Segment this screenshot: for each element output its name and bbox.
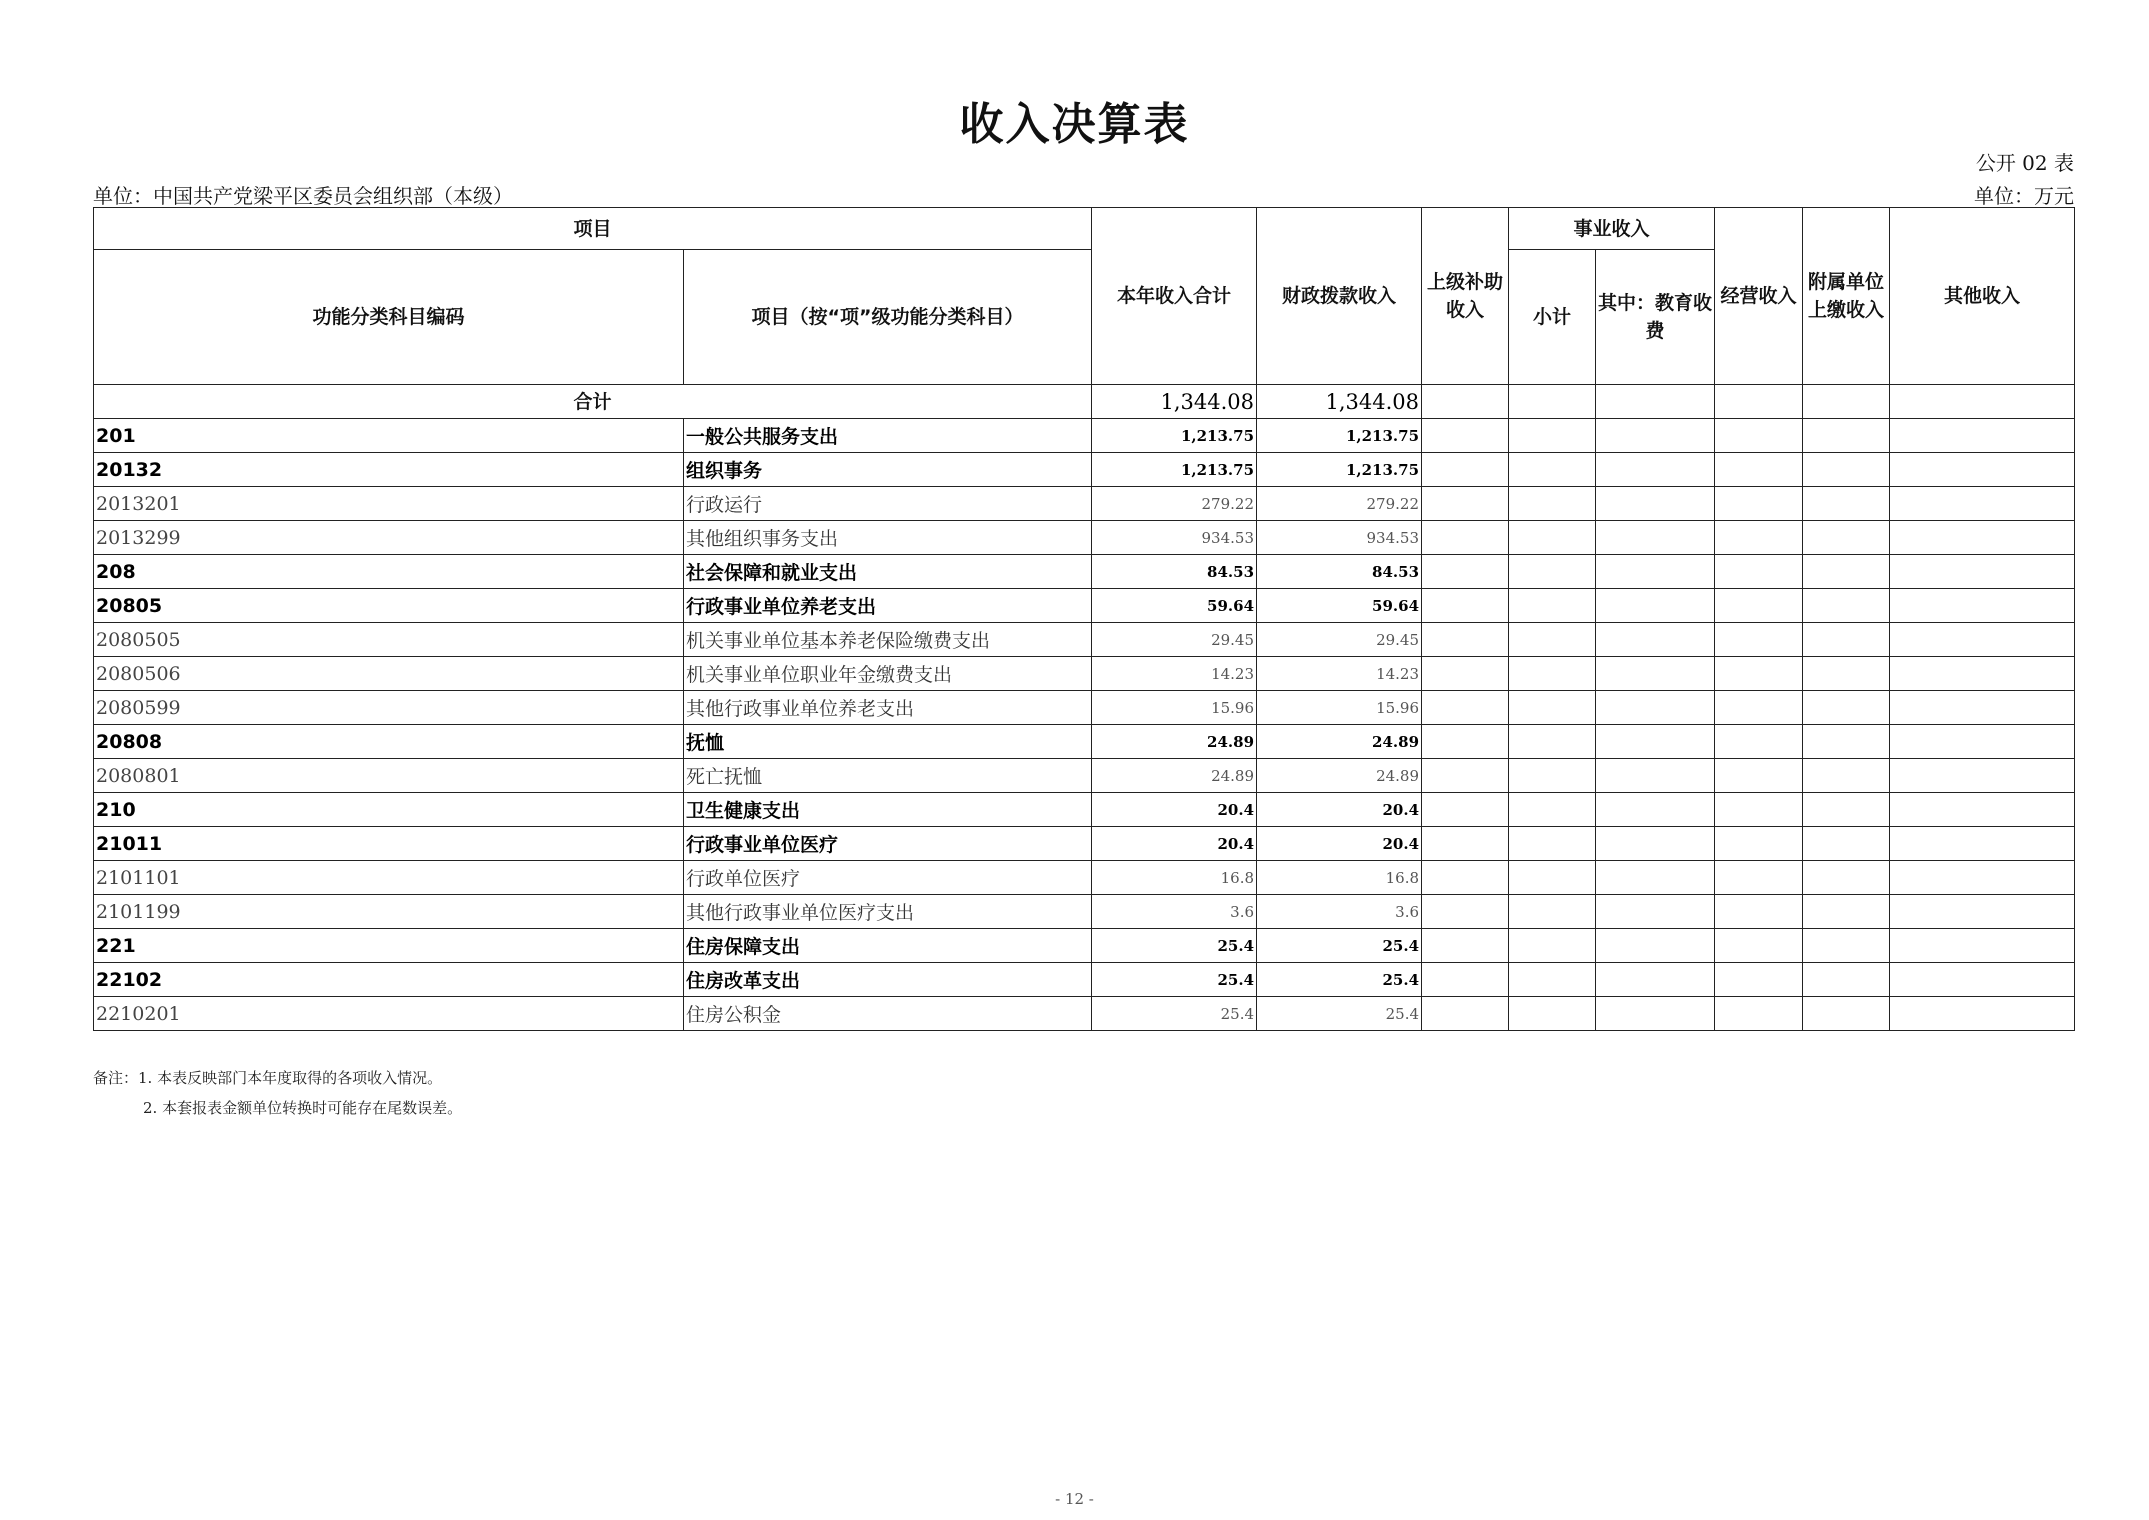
table-row (94, 521, 2075, 555)
header-operating: 经营收入 (1715, 208, 1803, 385)
row-year-total: 29.45 (1092, 623, 1257, 657)
form-number: 公开 02 表 (1975, 151, 2074, 175)
row-name: 一般公共服务支出 (684, 419, 1092, 453)
header-affiliated: 附属单位上缴收入 (1803, 208, 1890, 385)
empty-cell (1422, 997, 1509, 1031)
row-code: 210 (94, 793, 684, 827)
empty-cell (1715, 963, 1803, 997)
row-code: 2080506 (94, 657, 684, 691)
empty-cell (1509, 589, 1596, 623)
row-name: 住房改革支出 (684, 963, 1092, 997)
total-year-total: 1,344.08 (1092, 385, 1257, 419)
row-year-total: 59.64 (1092, 589, 1257, 623)
empty-cell (1596, 691, 1715, 725)
empty-cell (1715, 691, 1803, 725)
total-fiscal: 1,344.08 (1257, 385, 1422, 419)
empty-cell (1803, 521, 1890, 555)
row-name: 行政事业单位医疗 (684, 827, 1092, 861)
income-table (93, 207, 2075, 1031)
table-row (94, 453, 2075, 487)
empty-cell (1715, 555, 1803, 589)
empty-cell (1422, 861, 1509, 895)
table-row (94, 657, 2075, 691)
empty-cell (1422, 419, 1509, 453)
empty-cell (1509, 793, 1596, 827)
page-title: 收入决算表 (959, 99, 1190, 150)
row-code: 2210201 (94, 997, 684, 1031)
empty-cell (1890, 555, 2075, 589)
empty-cell (1715, 827, 1803, 861)
header-project-name: 项目（按“项”级功能分类科目） (684, 250, 1092, 385)
empty-cell (1803, 827, 1890, 861)
empty-cell (1803, 487, 1890, 521)
header-business-income: 事业收入 (1509, 208, 1715, 250)
empty-cell (1715, 929, 1803, 963)
row-code: 208 (94, 555, 684, 589)
empty-cell (1596, 861, 1715, 895)
row-name: 机关事业单位职业年金缴费支出 (684, 657, 1092, 691)
note-1: 备注：1. 本表反映部门本年度取得的各项收入情况。 (93, 1069, 443, 1087)
row-code: 21011 (94, 827, 684, 861)
table-row (94, 929, 2075, 963)
empty-cell (1715, 521, 1803, 555)
row-name: 抚恤 (684, 725, 1092, 759)
unit-currency: 单位：万元 (1974, 184, 2074, 208)
row-name: 死亡抚恤 (684, 759, 1092, 793)
table-row (94, 759, 2075, 793)
empty-cell (1803, 453, 1890, 487)
empty-cell (1596, 555, 1715, 589)
empty-cell (1509, 997, 1596, 1031)
row-year-total: 25.4 (1092, 929, 1257, 963)
empty-cell (1596, 725, 1715, 759)
row-code: 2101101 (94, 861, 684, 895)
row-fiscal: 25.4 (1257, 963, 1422, 997)
row-name: 行政运行 (684, 487, 1092, 521)
empty-cell (1715, 657, 1803, 691)
empty-cell (1715, 453, 1803, 487)
empty-cell (1509, 895, 1596, 929)
row-year-total: 24.89 (1092, 725, 1257, 759)
empty-cell (1803, 929, 1890, 963)
empty-cell (1715, 759, 1803, 793)
header-upper-subsidy: 上级补助收入 (1422, 208, 1509, 385)
empty-cell (1803, 997, 1890, 1031)
row-year-total: 3.6 (1092, 895, 1257, 929)
empty-cell (1803, 589, 1890, 623)
row-fiscal: 279.22 (1257, 487, 1422, 521)
empty-cell (1715, 861, 1803, 895)
empty-cell (1596, 589, 1715, 623)
row-fiscal: 1,213.75 (1257, 419, 1422, 453)
row-fiscal: 24.89 (1257, 759, 1422, 793)
empty-cell (1422, 453, 1509, 487)
empty-cell (1509, 419, 1596, 453)
row-fiscal: 15.96 (1257, 691, 1422, 725)
empty-cell (1890, 589, 2075, 623)
row-code: 22102 (94, 963, 684, 997)
empty-cell (1596, 487, 1715, 521)
row-name: 住房公积金 (684, 997, 1092, 1031)
empty-cell (1596, 929, 1715, 963)
empty-cell (1422, 725, 1509, 759)
empty-cell (1715, 385, 1803, 419)
header-project: 项目 (94, 208, 1092, 250)
empty-cell (1715, 793, 1803, 827)
empty-cell (1422, 657, 1509, 691)
empty-cell (1890, 861, 2075, 895)
empty-cell (1803, 657, 1890, 691)
empty-cell (1803, 793, 1890, 827)
row-code: 2080801 (94, 759, 684, 793)
empty-cell (1596, 453, 1715, 487)
header-year-total: 本年收入合计 (1092, 208, 1257, 385)
empty-cell (1715, 419, 1803, 453)
empty-cell (1422, 963, 1509, 997)
empty-cell (1422, 521, 1509, 555)
row-fiscal: 1,213.75 (1257, 453, 1422, 487)
table-row (94, 895, 2075, 929)
row-name: 住房保障支出 (684, 929, 1092, 963)
row-fiscal: 934.53 (1257, 521, 1422, 555)
unit-organization: 单位：中国共产党梁平区委员会组织部（本级） (93, 184, 513, 208)
table-row (94, 827, 2075, 861)
row-year-total: 24.89 (1092, 759, 1257, 793)
empty-cell (1803, 895, 1890, 929)
header-other: 其他收入 (1890, 208, 2075, 385)
row-fiscal: 29.45 (1257, 623, 1422, 657)
empty-cell (1715, 589, 1803, 623)
table-row (94, 623, 2075, 657)
empty-cell (1422, 555, 1509, 589)
row-year-total: 20.4 (1092, 793, 1257, 827)
empty-cell (1890, 963, 2075, 997)
empty-cell (1422, 487, 1509, 521)
empty-cell (1509, 929, 1596, 963)
row-code: 2013201 (94, 487, 684, 521)
row-year-total: 279.22 (1092, 487, 1257, 521)
row-fiscal: 20.4 (1257, 827, 1422, 861)
empty-cell (1509, 657, 1596, 691)
empty-cell (1422, 691, 1509, 725)
empty-cell (1803, 725, 1890, 759)
total-row (94, 385, 2075, 419)
empty-cell (1890, 759, 2075, 793)
empty-cell (1596, 623, 1715, 657)
row-fiscal: 3.6 (1257, 895, 1422, 929)
row-name: 行政单位医疗 (684, 861, 1092, 895)
empty-cell (1509, 691, 1596, 725)
row-code: 2080599 (94, 691, 684, 725)
row-fiscal: 84.53 (1257, 555, 1422, 589)
row-name: 卫生健康支出 (684, 793, 1092, 827)
empty-cell (1890, 793, 2075, 827)
empty-cell (1509, 861, 1596, 895)
empty-cell (1509, 827, 1596, 861)
empty-cell (1422, 385, 1509, 419)
empty-cell (1715, 997, 1803, 1031)
table-row (94, 963, 2075, 997)
empty-cell (1890, 895, 2075, 929)
row-year-total: 20.4 (1092, 827, 1257, 861)
empty-cell (1422, 929, 1509, 963)
empty-cell (1890, 827, 2075, 861)
empty-cell (1715, 487, 1803, 521)
empty-cell (1890, 691, 2075, 725)
empty-cell (1509, 385, 1596, 419)
empty-cell (1509, 725, 1596, 759)
empty-cell (1890, 419, 2075, 453)
empty-cell (1890, 453, 2075, 487)
empty-cell (1596, 793, 1715, 827)
empty-cell (1890, 623, 2075, 657)
row-fiscal: 24.89 (1257, 725, 1422, 759)
empty-cell (1509, 963, 1596, 997)
empty-cell (1803, 385, 1890, 419)
row-fiscal: 59.64 (1257, 589, 1422, 623)
empty-cell (1596, 997, 1715, 1031)
empty-cell (1596, 759, 1715, 793)
empty-cell (1596, 521, 1715, 555)
row-fiscal: 16.8 (1257, 861, 1422, 895)
row-name: 其他行政事业单位医疗支出 (684, 895, 1092, 929)
table-row (94, 793, 2075, 827)
empty-cell (1803, 963, 1890, 997)
row-year-total: 25.4 (1092, 963, 1257, 997)
empty-cell (1422, 895, 1509, 929)
row-name: 其他行政事业单位养老支出 (684, 691, 1092, 725)
row-code: 221 (94, 929, 684, 963)
row-name: 组织事务 (684, 453, 1092, 487)
empty-cell (1509, 623, 1596, 657)
empty-cell (1803, 691, 1890, 725)
empty-cell (1422, 759, 1509, 793)
empty-cell (1422, 623, 1509, 657)
row-code: 2013299 (94, 521, 684, 555)
empty-cell (1596, 385, 1715, 419)
empty-cell (1890, 929, 2075, 963)
table-row (94, 589, 2075, 623)
table-row (94, 487, 2075, 521)
row-year-total: 14.23 (1092, 657, 1257, 691)
empty-cell (1596, 657, 1715, 691)
row-year-total: 16.8 (1092, 861, 1257, 895)
empty-cell (1715, 895, 1803, 929)
row-code: 2080505 (94, 623, 684, 657)
empty-cell (1890, 657, 2075, 691)
notes (93, 1063, 462, 1123)
empty-cell (1596, 419, 1715, 453)
empty-cell (1890, 487, 2075, 521)
row-fiscal: 14.23 (1257, 657, 1422, 691)
row-year-total: 15.96 (1092, 691, 1257, 725)
empty-cell (1596, 827, 1715, 861)
table-row (94, 555, 2075, 589)
empty-cell (1509, 521, 1596, 555)
table-row (94, 691, 2075, 725)
note-2: 2. 本套报表金额单位转换时可能存在尾数误差。 (143, 1099, 463, 1117)
row-year-total: 25.4 (1092, 997, 1257, 1031)
empty-cell (1422, 589, 1509, 623)
empty-cell (1890, 997, 2075, 1031)
row-year-total: 934.53 (1092, 521, 1257, 555)
page-number: - 12 - (1055, 1490, 1094, 1508)
row-name: 其他组织事务支出 (684, 521, 1092, 555)
row-name: 社会保障和就业支出 (684, 555, 1092, 589)
table-row (94, 725, 2075, 759)
row-code: 20808 (94, 725, 684, 759)
empty-cell (1715, 623, 1803, 657)
empty-cell (1596, 963, 1715, 997)
row-name: 行政事业单位养老支出 (684, 589, 1092, 623)
empty-cell (1509, 453, 1596, 487)
empty-cell (1890, 725, 2075, 759)
empty-cell (1890, 521, 2075, 555)
row-code: 201 (94, 419, 684, 453)
header-subtotal: 小计 (1509, 250, 1596, 385)
empty-cell (1803, 861, 1890, 895)
header-func-code: 功能分类科目编码 (94, 250, 684, 385)
row-fiscal: 25.4 (1257, 929, 1422, 963)
row-name: 机关事业单位基本养老保险缴费支出 (684, 623, 1092, 657)
row-year-total: 84.53 (1092, 555, 1257, 589)
header-fiscal: 财政拨款收入 (1257, 208, 1422, 385)
total-label: 合计 (94, 385, 1092, 419)
empty-cell (1803, 759, 1890, 793)
row-year-total: 1,213.75 (1092, 419, 1257, 453)
row-fiscal: 25.4 (1257, 997, 1422, 1031)
empty-cell (1803, 555, 1890, 589)
table-row (94, 419, 2075, 453)
empty-cell (1422, 827, 1509, 861)
empty-cell (1890, 385, 2075, 419)
empty-cell (1509, 759, 1596, 793)
row-code: 20132 (94, 453, 684, 487)
empty-cell (1509, 555, 1596, 589)
row-code: 2101199 (94, 895, 684, 929)
row-year-total: 1,213.75 (1092, 453, 1257, 487)
empty-cell (1422, 793, 1509, 827)
empty-cell (1803, 623, 1890, 657)
table-row (94, 861, 2075, 895)
empty-cell (1509, 487, 1596, 521)
row-code: 20805 (94, 589, 684, 623)
empty-cell (1596, 895, 1715, 929)
empty-cell (1715, 725, 1803, 759)
table-body (94, 419, 2075, 1031)
header-edu-fee: 其中：教育收费 (1596, 250, 1715, 385)
empty-cell (1803, 419, 1890, 453)
table-row (94, 997, 2075, 1031)
row-fiscal: 20.4 (1257, 793, 1422, 827)
